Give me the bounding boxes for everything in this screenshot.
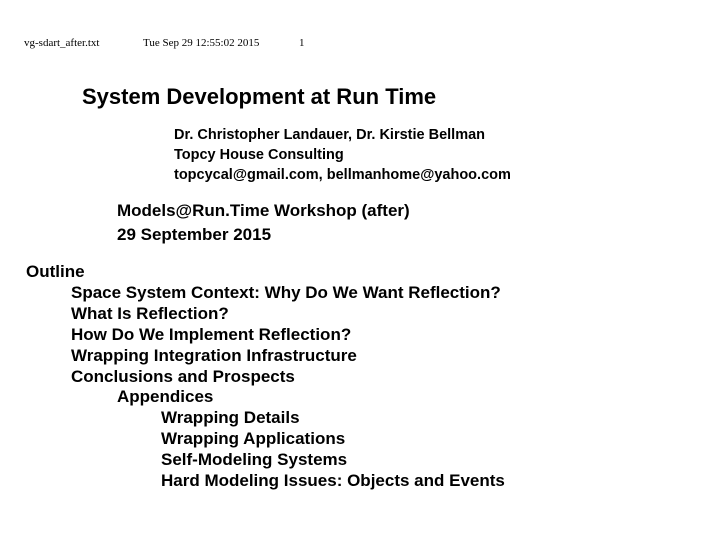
author-organization: Topcy House Consulting (174, 147, 344, 163)
outline-heading: Outline (26, 262, 85, 281)
outline-section (26, 262, 505, 492)
workshop-date: 29 September 2015 (117, 225, 272, 244)
author-names: Dr. Christopher Landauer, Dr. Kirstie Bellman (174, 127, 486, 143)
author-block (174, 125, 511, 185)
outline-item: Conclusions and Prospects (71, 366, 295, 386)
header-page-number: 1 (299, 37, 305, 49)
appendices-heading: Appendices (117, 387, 214, 407)
page-title: System Development at Run Time (82, 84, 437, 109)
workshop-name: Models@Run.Time Workshop (after) (117, 201, 410, 220)
workshop-block (117, 199, 410, 247)
author-emails: topcycal@gmail.com, bellmanhome@yahoo.com (174, 167, 511, 183)
appendix-item: Self-Modeling Systems (161, 450, 348, 470)
header-timestamp: Tue Sep 29 12:55:02 2015 (143, 37, 260, 49)
outline-item: Wrapping Integration Infrastructure (71, 345, 357, 365)
outline-item: Space System Context: Why Do We Want Reflection? (71, 282, 501, 302)
appendix-item: Wrapping Details (161, 408, 300, 428)
appendix-item: Hard Modeling Issues: Objects and Events (161, 471, 505, 491)
outline-item: How Do We Implement Reflection? (71, 324, 352, 344)
outline-item: What Is Reflection? (71, 303, 229, 323)
header-filename: vg-sdart_after.txt (24, 37, 100, 49)
appendix-item: Wrapping Applications (161, 429, 346, 449)
